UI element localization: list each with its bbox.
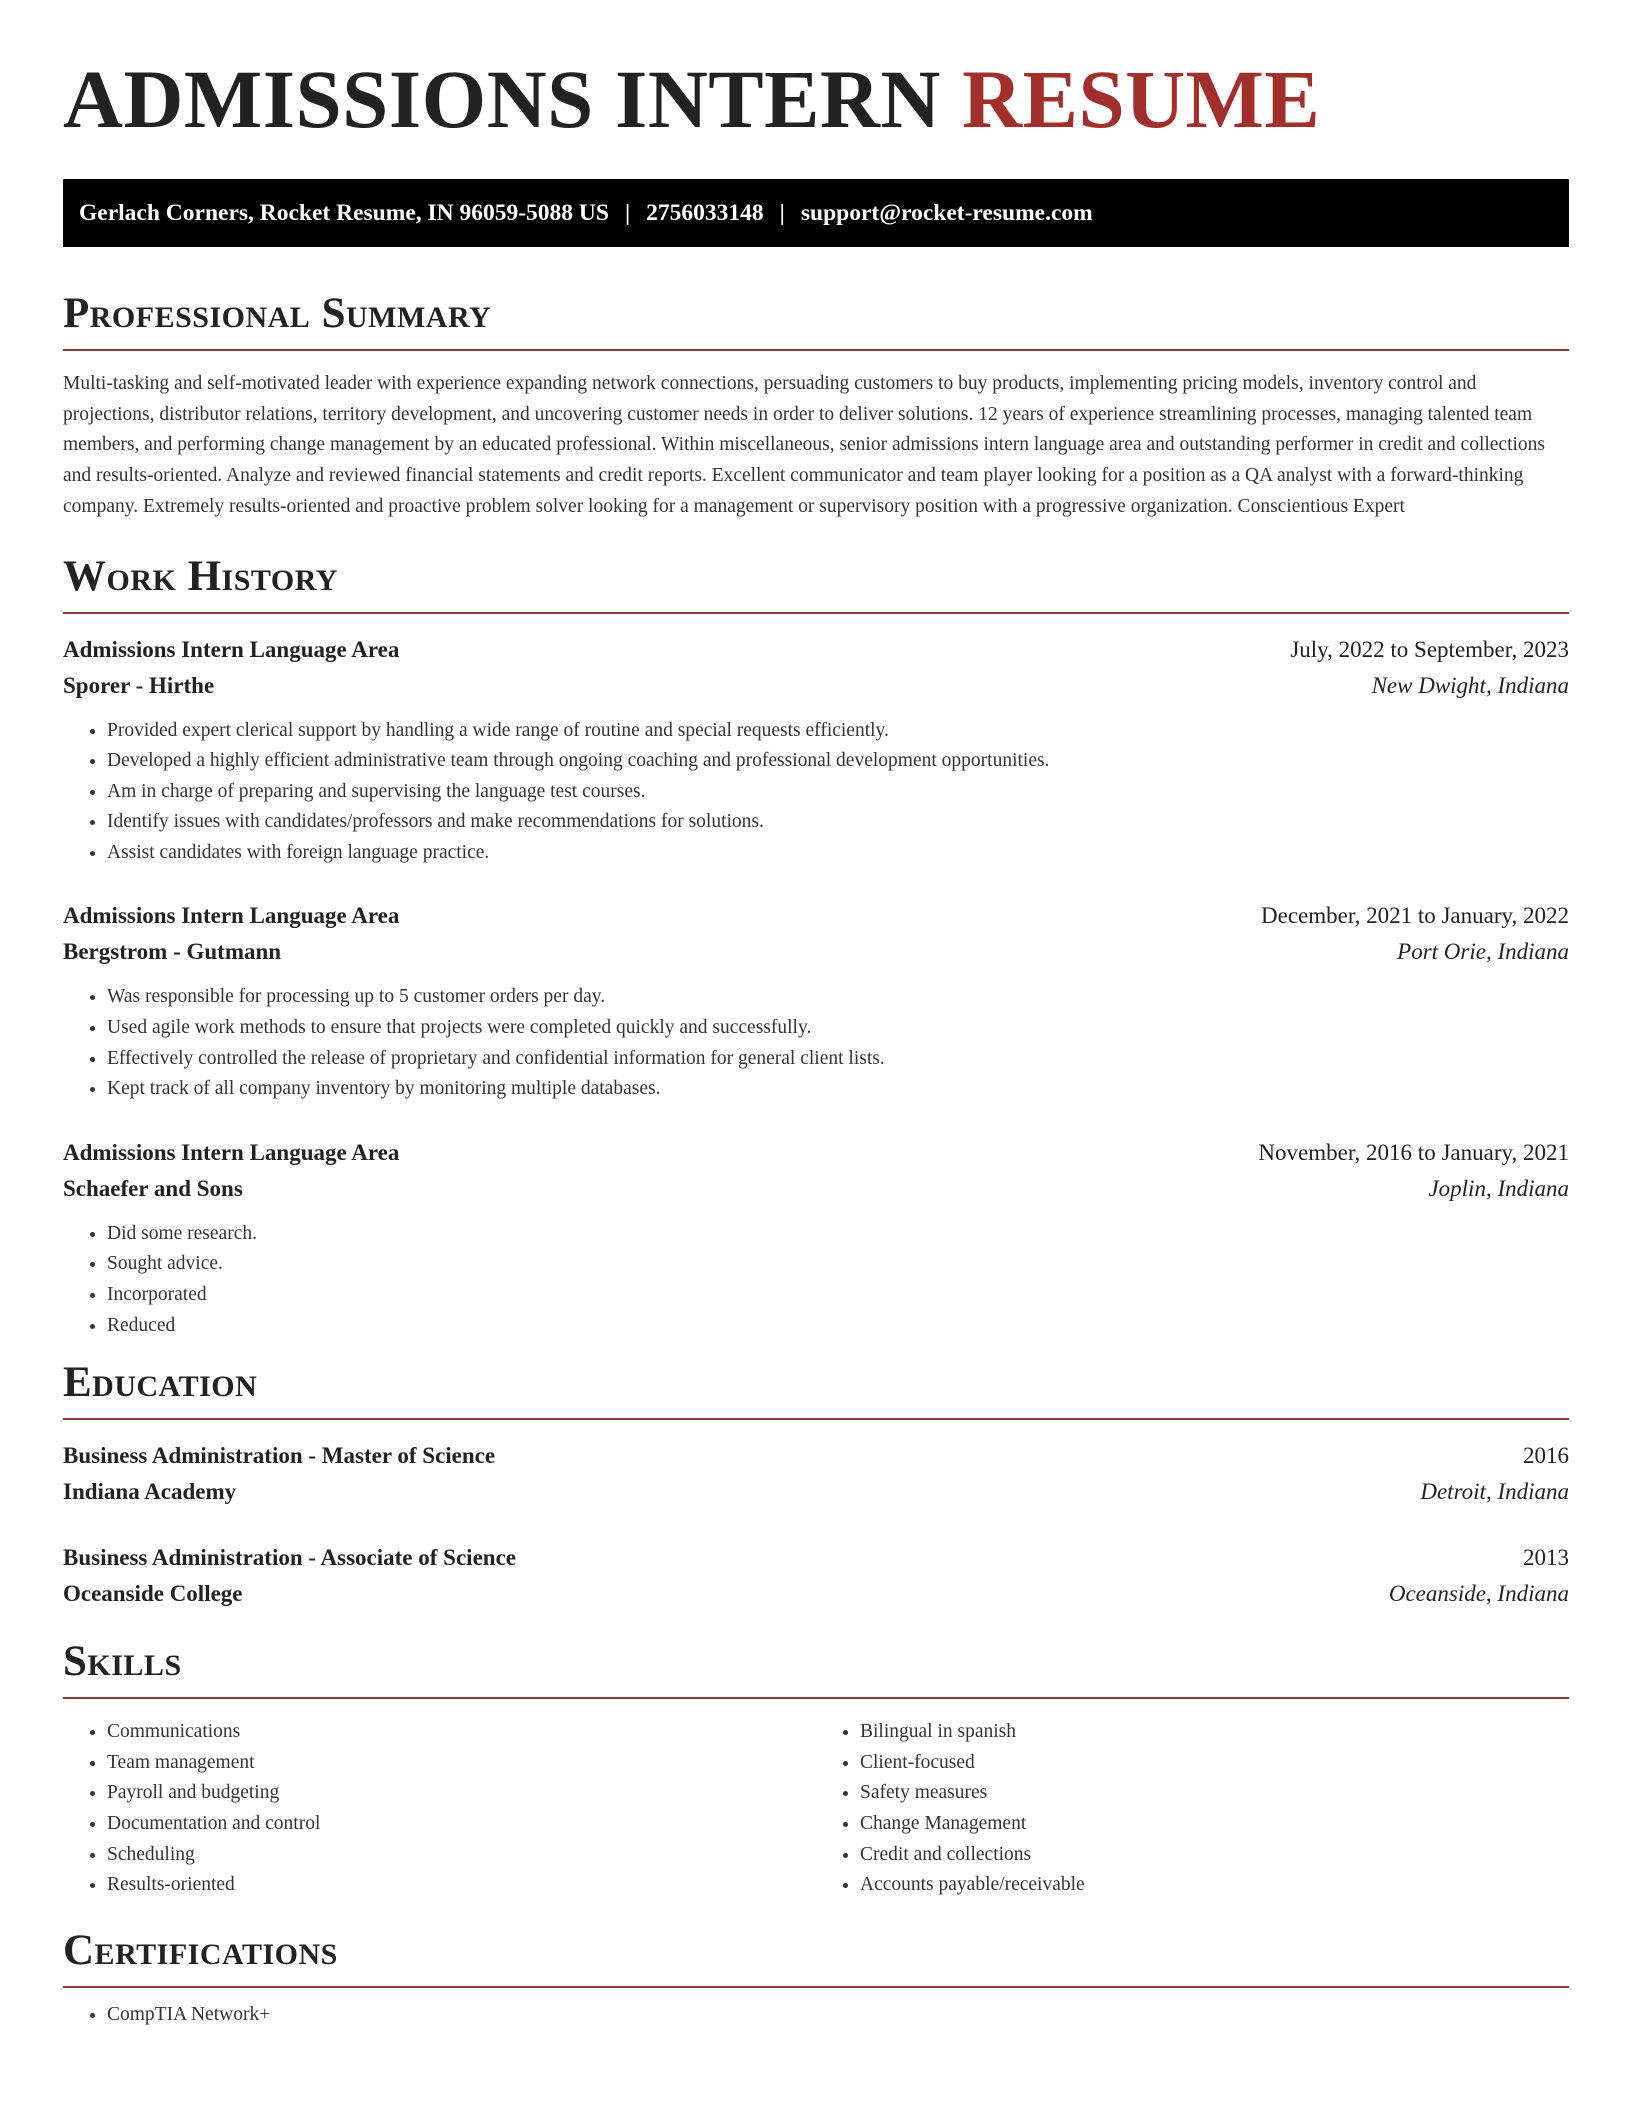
education-location: Oceanside, Indiana	[1388, 1581, 1569, 1607]
work-history-section	[63, 552, 1569, 1342]
job-company-row	[63, 934, 1569, 970]
job-company: Sporer - Hirthe	[63, 672, 215, 698]
skill-item: • Client-focused	[860, 1748, 1569, 1779]
summary-heading: Professional Summary	[63, 292, 1569, 351]
job-bullets	[63, 1219, 1569, 1341]
education-degree: Business Administration - Master of Science	[63, 1443, 496, 1469]
education-degree-row	[63, 1540, 1569, 1576]
skill-item: • Results-oriented	[107, 1870, 816, 1901]
skill-item: • Documentation and control	[107, 1809, 816, 1840]
job-bullet: • Effectively controlled the release of proprietary and confidential information for general client lists.	[107, 1044, 1569, 1075]
job-dates: December, 2021 to January, 2022	[1261, 903, 1569, 929]
certification-item: • CompTIA Network+	[107, 2000, 1569, 2031]
job-entry	[63, 1135, 1569, 1341]
contact-separator: |	[779, 199, 785, 226]
education-location: Detroit, Indiana	[1420, 1479, 1569, 1505]
education-degree: Business Administration - Associate of Science	[63, 1545, 516, 1571]
job-location: Port Orie, Indiana	[1397, 939, 1569, 965]
job-bullet: • Provided expert clerical support by handling a wide range of routine and special requests efficiently.	[107, 716, 1569, 747]
education-year: 2016	[1523, 1443, 1569, 1469]
job-bullet: • Used agile work methods to ensure that projects were completed quickly and successfully.	[107, 1013, 1569, 1044]
job-bullets	[63, 716, 1569, 869]
title-main: ADMISSIONS INTERN	[63, 53, 941, 145]
certifications-list	[63, 2000, 1569, 2031]
job-bullet: • Identify issues with candidates/professors and make recommendations for solutions.	[107, 807, 1569, 838]
skill-item: • Accounts payable/receivable	[860, 1870, 1569, 1901]
job-bullet: • Sought advice.	[107, 1249, 1569, 1280]
job-title: Admissions Intern Language Area	[63, 903, 400, 929]
job-bullet: • Am in charge of preparing and supervising the language test courses.	[107, 777, 1569, 808]
job-bullet: • Developed a highly efficient administrative team through ongoing coaching and professional development opportunities.	[107, 746, 1569, 777]
skill-item: • Communications	[107, 1717, 816, 1748]
job-dates: July, 2022 to September, 2023	[1290, 636, 1569, 662]
job-bullet: • Kept track of all company inventory by monitoring multiple databases.	[107, 1074, 1569, 1105]
education-school-row	[63, 1474, 1569, 1510]
skill-item: • Bilingual in spanish	[860, 1717, 1569, 1748]
education-year: 2013	[1523, 1545, 1569, 1571]
job-location: Joplin, Indiana	[1428, 1175, 1569, 1201]
skills-grid	[63, 1717, 1569, 1901]
job-bullet: • Did some research.	[107, 1219, 1569, 1250]
job-title: Admissions Intern Language Area	[63, 1139, 400, 1165]
job-header-row	[63, 1135, 1569, 1171]
job-company-row	[63, 1171, 1569, 1207]
education-school: Oceanside College	[63, 1581, 243, 1607]
skill-item: • Payroll and budgeting	[107, 1778, 816, 1809]
contact-email[interactable]: support@rocket-resume.com	[800, 199, 1093, 226]
skills-heading: Skills	[63, 1640, 1569, 1699]
job-location: New Dwight, Indiana	[1371, 672, 1569, 698]
education-school: Indiana Academy	[63, 1479, 237, 1505]
job-title: Admissions Intern Language Area	[63, 636, 400, 662]
skills-column-right	[816, 1717, 1569, 1901]
job-company: Schaefer and Sons	[63, 1175, 243, 1201]
job-bullet: • Incorporated	[107, 1280, 1569, 1311]
skill-item: • Scheduling	[107, 1840, 816, 1871]
job-bullets	[63, 982, 1569, 1104]
education-school-row	[63, 1576, 1569, 1612]
contact-phone: 2756033148	[646, 199, 764, 226]
skill-item: • Change Management	[860, 1809, 1569, 1840]
job-bullet: • Assist candidates with foreign language practice.	[107, 838, 1569, 869]
job-company-row	[63, 668, 1569, 704]
contact-bar	[63, 179, 1569, 247]
job-header-row	[63, 898, 1569, 934]
education-entry	[63, 1540, 1569, 1612]
job-bullet: • Was responsible for processing up to 5 customer orders per day.	[107, 982, 1569, 1013]
certifications-section	[63, 1926, 1569, 2031]
summary-text: Multi-tasking and self-motivated leader with experience expanding network connections, persuading customers to buy products, implementing pricing models, inventory control and projections, distributor relations, territory development, and uncovering customer needs in order to deliver solutions. 12 years of experience streamlining processes, managing talented team members, and performing change management by an educated professional. Within miscellaneous, senior admissions intern language area and outstanding performer in credit and collections and results-oriented. Analyze and reviewed financial statements and credit reports. Excellent communicator and team player looking for a position as a QA analyst with a forward-thinking company. Extremely results-oriented and proactive problem solver looking for a management or supervisory position with a progressive organization. Conscientious Expert	[63, 373, 1546, 517]
contact-separator: |	[624, 199, 631, 226]
contact-address: Gerlach Corners, Rocket Resume, IN 96059-5088 US	[79, 199, 609, 226]
job-entry	[63, 898, 1569, 1104]
work-history-heading: Work History	[63, 555, 1569, 614]
education-heading: Education	[63, 1361, 1569, 1420]
education-degree-row	[63, 1438, 1569, 1474]
resume-title	[63, 53, 1569, 145]
job-header-row	[63, 632, 1569, 668]
skill-item: • Team management	[107, 1748, 816, 1779]
skill-item: • Safety measures	[860, 1778, 1569, 1809]
job-company: Bergstrom - Gutmann	[63, 939, 282, 965]
job-entry	[63, 632, 1569, 869]
certifications-heading: Certifications	[63, 1929, 1569, 1988]
job-bullet: • Reduced	[107, 1311, 1569, 1342]
skill-item: • Credit and collections	[860, 1840, 1569, 1871]
education-section	[63, 1361, 1569, 1612]
summary-section	[63, 292, 1569, 523]
skills-column-left	[63, 1717, 816, 1901]
title-accent: RESUME	[962, 53, 1321, 145]
skills-section	[63, 1640, 1569, 1901]
education-entry	[63, 1438, 1569, 1510]
job-dates: November, 2016 to January, 2021	[1258, 1139, 1569, 1165]
